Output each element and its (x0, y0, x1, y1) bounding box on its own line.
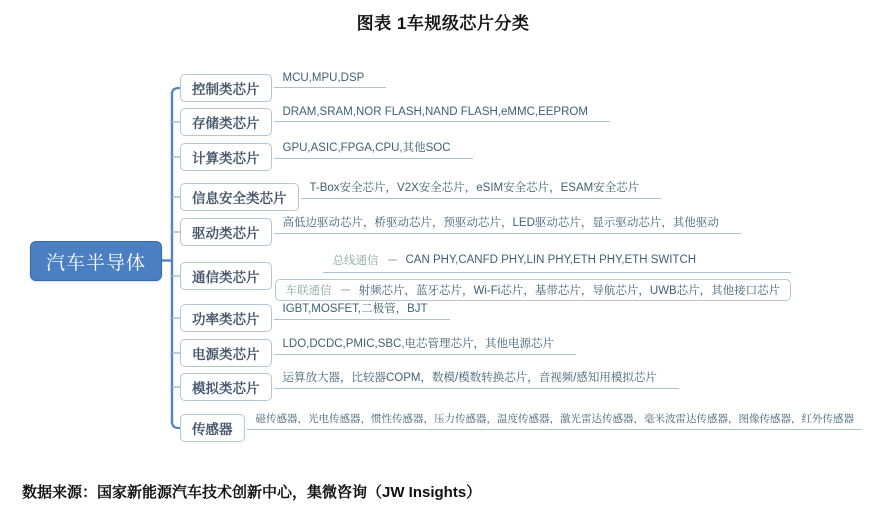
branch-node: 信息安全类芯片 (180, 183, 299, 211)
branch-node: 计算类芯片 (180, 143, 272, 171)
branch-node: 存储类芯片 (180, 108, 272, 136)
sub-branch-items: 射频芯片，蓝牙芯片，Wi-Fi芯片，基带芯片，导航芯片，UWB芯片，其他接口芯片 (358, 284, 781, 297)
data-source: 数据来源：国家新能源汽车技术创新中心，集微咨询（JW Insights） (22, 484, 482, 501)
branch-items: 磁传感器，光电传感器，惯性传感器，压力传感器，温度传感器，激光雷达传感器，毫米波雷达传感器，图像传感器，红外传感器 (247, 411, 863, 430)
branch-items: 高低边驱动芯片，桥驱动芯片，预驱动芯片，LED驱动芯片，显示驱动芯片，其他驱动 (274, 214, 741, 234)
branch-items: IGBT,MOSFET,二极管，BJT (274, 300, 450, 320)
branch-items: LDO,DCDC,PMIC,SBC,电芯管理芯片，其他电源芯片 (274, 335, 577, 355)
branch-dash (388, 259, 397, 261)
branch-row-analog (180, 373, 679, 401)
branch-node: 电源类芯片 (180, 339, 272, 367)
sub-branch-label: 车联通信 (285, 284, 332, 297)
branch-items: DRAM,SRAM,NOR FLASH,NAND FLASH,eMMC,EEPROM (274, 106, 610, 122)
root-node-label: 汽车半导体 (45, 252, 146, 274)
branch-items: GPU,ASIC,FPGA,CPU,其他SOC (274, 139, 473, 159)
sub-branch-bus (323, 252, 792, 273)
branch-row-driver (180, 218, 741, 246)
branch-node: 模拟类芯片 (180, 373, 272, 401)
branch-items: MCU,MPU,DSP (274, 72, 387, 88)
sub-branch-label: 总线通信 (332, 254, 379, 267)
branch-row-security (180, 183, 661, 211)
sub-branch-vehicle-connect (275, 279, 792, 301)
sub-branch-items: CAN PHY,CANFD PHY,LIN PHY,ETH PHY,ETH SWITCH (405, 253, 697, 266)
branch-node: 通信类芯片 (180, 262, 272, 290)
branch-items: T-Box安全芯片，V2X安全芯片，eSIM安全芯片，ESAM安全芯片 (301, 179, 662, 199)
branch-node: 驱动类芯片 (180, 218, 272, 246)
root-node (30, 241, 162, 281)
communication-sub-branches (275, 252, 792, 301)
branch-row-compute (180, 143, 473, 171)
branch-row-power-device (180, 304, 450, 332)
branch-node: 控制类芯片 (180, 74, 272, 102)
figure-title: 图表 1车规级芯片分类 (356, 14, 530, 33)
branch-row-power-supply (180, 339, 576, 367)
branch-items: 运算放大器，比较器COPM，数模/模数转换芯片，音视频/感知用模拟芯片 (274, 369, 679, 389)
branch-row-control (180, 74, 386, 102)
branch-dash (341, 289, 350, 291)
branch-node: 功率类芯片 (180, 304, 272, 332)
branch-node: 传感器 (180, 414, 245, 442)
branch-row-communication (180, 249, 791, 303)
branch-row-memory (180, 108, 610, 136)
branch-row-sensor (180, 414, 862, 442)
